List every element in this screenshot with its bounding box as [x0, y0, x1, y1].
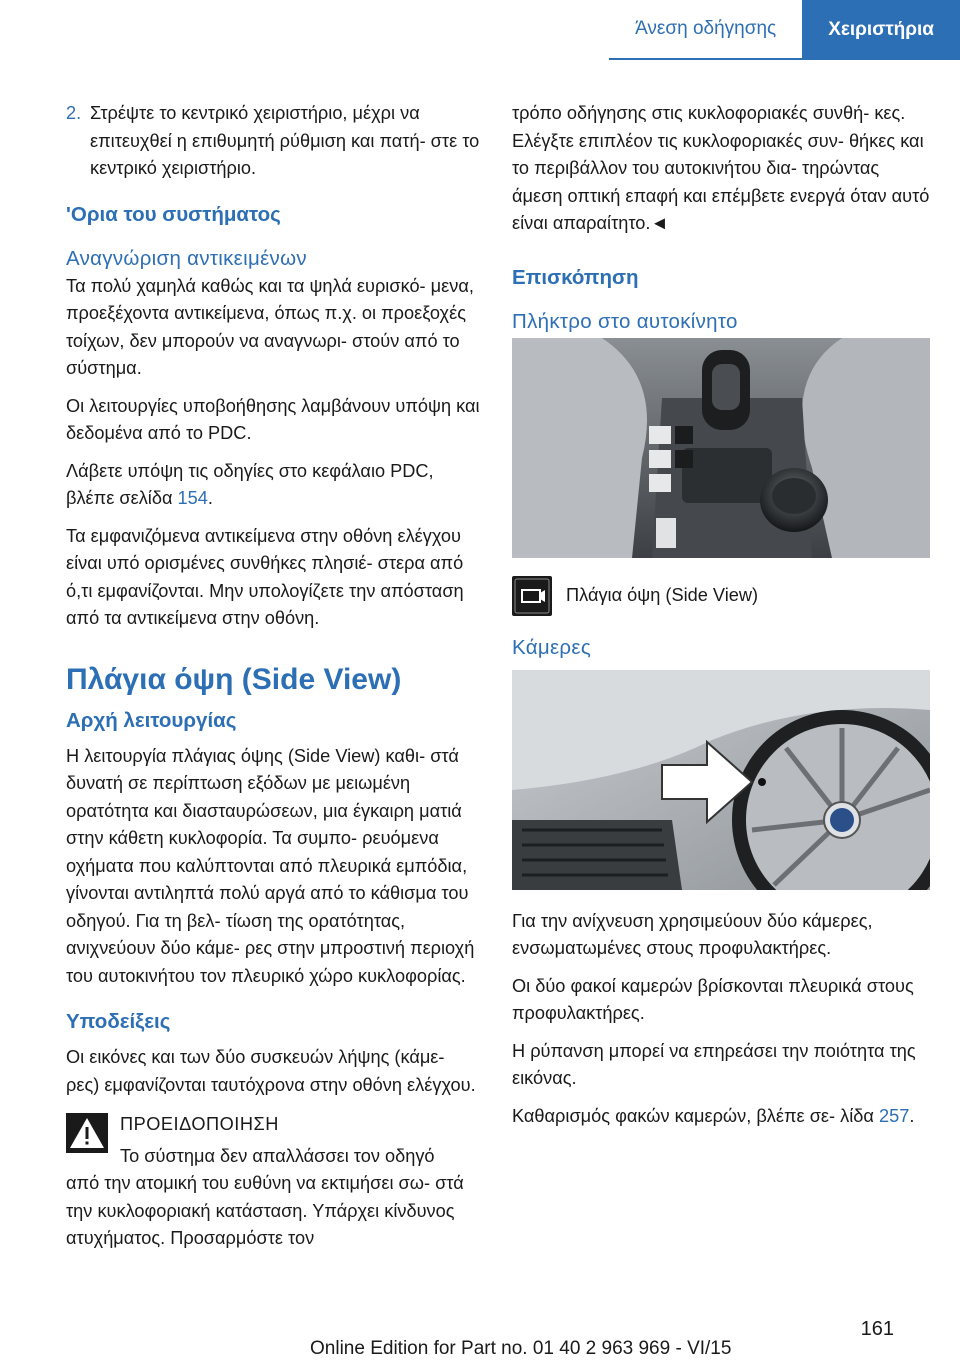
- warning-continuation: τρόπο οδήγησης στις κυκλοφοριακές συνθή- κες. Ελέγξτε επιπλέον τις κυκλοφοριακές συν- θήκες και το περιβάλλον του αυτοκινήτου δια- τηρώντας άμεση οπτική επαφή και επέμβετε ενεργά όταν αυτό είναι απαραίτητο.◄: [512, 103, 930, 233]
- warning-label: ΠΡΟΕΙΔΟΠΟΙΗΣΗ: [120, 1114, 279, 1134]
- page-footer: [0, 1318, 960, 1362]
- recognition-paragraph-2: Οι λειτουργίες υποβοήθησης λαμβάνουν υπόψη και δεδομένα από το PDC.: [66, 395, 480, 443]
- warning-text: από την ατομική του ευθύνη να εκτιμήσει σω- στά την κυκλοφοριακή κατάσταση. Υπάρχει κίνδυνος ατυχήματος. Προσαρμόστε τον: [66, 1173, 464, 1248]
- button-heading: Πλήκτρο στο αυτοκίνητο: [512, 309, 738, 333]
- period: .: [909, 1105, 915, 1126]
- overview-heading: Επισκόπηση: [512, 265, 639, 289]
- recognition-paragraph-3: [66, 458, 480, 513]
- recognition-heading: Αναγνώριση αντικειμένων: [66, 246, 307, 270]
- hints-paragraph: Οι εικόνες και των δύο συσκευών λήψης (κάμε- ρες) εμφανίζονται ταυτόχρονα στην οθόνη ελέγχου.: [66, 1047, 476, 1095]
- left-column: [66, 100, 480, 1263]
- step-text: Στρέψτε το κεντρικό χειριστήριο, μέχρι να επιτευχθεί η επιθυμητή ρύθμιση και πατή- στε το κεντρικό χειριστήριο.: [90, 103, 480, 178]
- cameras-paragraph-1: Για την ανίχνευση χρησιμεύουν δύο κάμερες, ενσωματωμένες στους προφυλακτήρες.: [512, 910, 873, 958]
- page-number: 161: [860, 1318, 894, 1340]
- side-view-button-icon[interactable]: [512, 576, 552, 616]
- warning-box: [66, 1111, 480, 1253]
- recognition-paragraph-1: Τα πολύ χαμηλά καθώς και τα ψηλά ευρισκό- μενα, προεξέχοντα αντικείμενα, όπως π.χ. οι προεξοχές τοίχων, δεν μπορούν να αναγνωρι- στούν από το σύστημα.: [66, 275, 474, 378]
- period: .: [207, 488, 213, 508]
- side-view-button-row: [512, 576, 930, 616]
- cameras-paragraph-2: Οι δύο φακοί καμερών βρίσκονται πλευρικά στους προφυλακτήρες.: [512, 975, 914, 1023]
- warning-head: [66, 1111, 480, 1170]
- side-view-button-label: Πλάγια όψη (Side View): [566, 584, 759, 605]
- warning-first-line: Το σύστημα δεν απαλλάσσει τον οδηγό: [120, 1145, 435, 1166]
- warning-triangle-icon: [66, 1113, 108, 1153]
- pdc-reference-text: Λάβετε υπόψη τις οδηγίες στο κεφάλαιο PDC, βλέπε σελίδα: [66, 460, 434, 508]
- cleaning-reference-text: Καθαρισμός φακών καμερών, βλέπε σε- λίδα: [512, 1105, 874, 1126]
- cameras-heading: Κάμερες: [512, 635, 592, 659]
- page-link-154[interactable]: 154: [177, 488, 208, 508]
- edition-note: Online Edition for Part no. 01 40 2 963 969 - VI/15: [310, 1338, 732, 1359]
- page-header: [609, 0, 960, 60]
- right-column: [512, 100, 930, 1140]
- cameras-paragraph-4: [512, 1103, 930, 1131]
- recognition-paragraph-4: Τα εμφανιζόμενα αντικείμενα στην οθόνη ελέγχου είναι υπό ορισμένες συνθήκες πλησιέ- στερα από ό,τι εμφανίζονται. Μην υπολογίζετε την απόσταση από τα αντικείμενα στην οθόνη.: [66, 525, 464, 628]
- principle-heading: Αρχή λειτουργίας: [66, 708, 237, 732]
- step-number: 2.: [66, 103, 82, 123]
- cameras-paragraph-3: Η ρύπανση μπορεί να επηρεάσει την ποιότητα της εικόνας.: [512, 1040, 916, 1088]
- header-chapter-tab[interactable]: Άνεση οδήγησης: [609, 0, 802, 60]
- page-link-257[interactable]: 257: [878, 1105, 910, 1126]
- bumper-camera-photo: [512, 670, 930, 890]
- side-view-heading: Πλάγια όψη (Side View): [66, 662, 402, 696]
- console-button-photo: [512, 338, 930, 558]
- hints-heading: Υποδείξεις: [66, 1010, 171, 1033]
- principle-paragraph: Η λειτουργία πλάγιας όψης (Side View) καθι- στά δυνατή σε περίπτωση εξόδων με μειωμένη ορατότητα και διασταυρώσεων, μια έγκαιρη ματιά στην κάθετη κυκλοφορία. Τα συμπο- ρευόμενα οχήματα που καλύπτονται από πλευρικά εμπόδια, γίνονται αντιληπτά πολύ αργά από το κάθισμα του οδηγού. Για τη βελ- τίωση της ορατότητας, ανιχνεύουν δύο κάμε- ρες στην μπροστινή περιοχή του αυτοκινήτου τον πλευρικό χώρο κυκλοφορίας.: [66, 745, 475, 986]
- limits-heading: 'Ορια του συστήματος: [66, 202, 281, 226]
- header-section-tab[interactable]: Χειριστήρια: [802, 0, 960, 60]
- step-2: [66, 100, 480, 183]
- warning-head-text: [120, 1111, 480, 1170]
